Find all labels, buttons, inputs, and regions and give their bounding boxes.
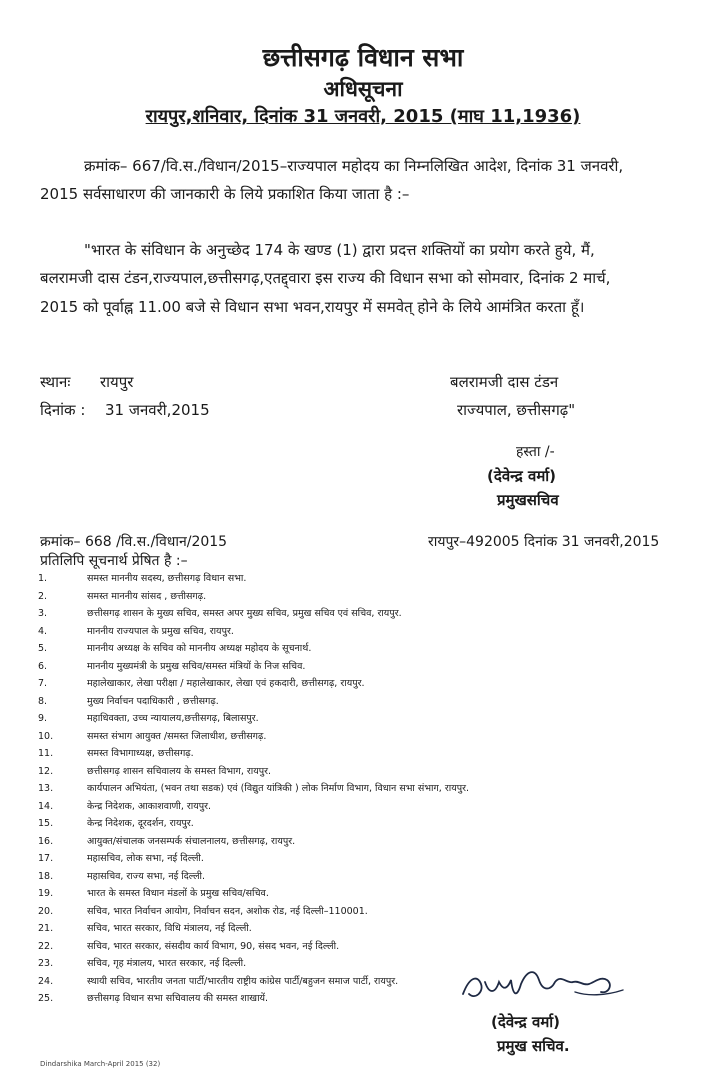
list-item (38, 710, 598, 728)
list-item (38, 833, 598, 851)
place-label: स्थानः (40, 373, 71, 391)
item-text: महालेखाकार, लेखा परीक्षा / महालेखाकार, लेखा एवं हकदारी, छत्तीसगढ़, रायपुर. (87, 678, 365, 689)
item-number: 16. (38, 835, 54, 847)
list-item (38, 763, 598, 781)
item-text: समस्त विभागाध्यक्ष, छत्तीसगढ़. (87, 748, 194, 759)
item-number: 5. (38, 643, 48, 654)
list-item (38, 588, 598, 606)
item-number: 13. (38, 783, 54, 794)
copy-number: क्रमांक– 668 /वि.स./विधान/2015 (40, 534, 228, 550)
page-title: छत्तीसगढ़ विधान सभा (262, 43, 464, 72)
item-number: 10. (38, 730, 54, 742)
item-number: 15. (38, 818, 54, 829)
order-line-3: 2015 को पूर्वाह्न 11.00 बजे से विधान सभा भवन,रायपुर में समवेत् होने के लिये आमंत्रित करता हूँ। (40, 298, 585, 316)
list-item (38, 780, 598, 798)
item-text: छत्तीसगढ़ शासन सचिवालय के समस्त विभाग, रायपुर. (87, 765, 272, 777)
signed-mark: हस्ता /- (516, 444, 555, 460)
list-item (38, 903, 598, 921)
item-text: महासचिव, राज्य सभा, नई दिल्ली. (87, 870, 206, 882)
copy-heading: प्रतिलिपि सूचनार्थ प्रेषित है :– (40, 553, 188, 569)
item-number: 25. (38, 993, 54, 1004)
list-item (38, 885, 598, 903)
item-number: 23. (38, 958, 54, 969)
item-text: समस्त संभाग आयुक्त /समस्त जिलाधीश, छत्तीसगढ़. (87, 730, 267, 742)
item-text: महासचिव, लोक सभा, नई दिल्ली. (87, 853, 204, 864)
recipient-list (38, 570, 598, 1008)
item-text: आयुक्त/संचालक जनसम्पर्क संचालनालय, छत्तीसगढ़, रायपुर. (87, 835, 296, 847)
place-value: रायपुर (100, 373, 134, 391)
item-text: सचिव, भारत निर्वाचन आयोग, निर्वाचन सदन, अशोक रोड, नई दिल्ली–110001. (87, 905, 368, 917)
item-text: कार्यपालन अभियंता, (भवन तथा सडक) एवं (विद्युत यांत्रिकी ) लोक निर्माण विभाग, विधान सभा संभाग, रायपुर. (87, 783, 470, 794)
footer-note: Dindarshika March-April 2015 (32) (40, 1060, 161, 1068)
item-text: समस्त माननीय सदस्य, छत्तीसगढ़ विधान सभा. (87, 573, 247, 584)
item-text: सचिव, भारत सरकार, विधि मंत्रालय, नई दिल्ली. (87, 923, 252, 934)
item-text: छत्तीसगढ़ शासन के मुख्य सचिव, समस्त अपर मुख्य सचिव, प्रमुख सचिव एवं सचिव, रायपुर. (87, 608, 402, 619)
list-item (38, 675, 598, 693)
order-line-2: बलरामजी दास टंडन,राज्यपाल,छत्तीसगढ़,एतद्द्वारा इस राज्य की विधान सभा को सोमवार, दिनांक 2 मार्च, (40, 269, 611, 287)
item-number: 18. (38, 870, 54, 882)
item-text: केन्द्र निदेशक, दूरदर्शन, रायपुर. (87, 818, 194, 829)
item-text: समस्त माननीय सांसद , छत्तीसगढ़. (87, 590, 207, 602)
item-text: केन्द्र निदेशक, आकाशवाणी, रायपुर. (87, 800, 212, 812)
list-item (38, 693, 598, 711)
dateline: रायपुर,शनिवार, दिनांक 31 जनवरी, 2015 (माघ 11,1936) (145, 106, 581, 127)
item-text: माननीय मुख्यमंत्री के प्रमुख सचिव/समस्त मंत्रियों के निज सचिव. (87, 660, 306, 672)
date-value: 31 जनवरी,2015 (105, 401, 210, 419)
item-number: 3. (38, 608, 48, 619)
item-number: 20. (38, 905, 54, 917)
list-item (38, 658, 598, 676)
intro-line-2: 2015 सर्वसाधारण की जानकारी के लिये प्रकाशित किया जाता है :– (40, 185, 410, 203)
handwritten-signature (455, 960, 635, 1010)
signatory-name-1: (देवेन्द्र वर्मा) (487, 467, 557, 485)
item-text: सचिव, गृह मंत्रालय, भारत सरकार, नई दिल्ली. (87, 958, 247, 969)
list-item (38, 798, 598, 816)
item-text: मुख्य निर्वाचन पदाधिकारी , छत्तीसगढ़. (87, 695, 219, 707)
intro-line-1: क्रमांक– 667/वि.स./विधान/2015–राज्यपाल महोदय का निम्नलिखित आदेश, दिनांक 31 जनवरी, (84, 157, 624, 175)
item-number: 1. (38, 573, 48, 584)
list-item (38, 745, 598, 763)
item-number: 7. (38, 678, 48, 689)
list-item (38, 728, 598, 746)
item-number: 6. (38, 660, 48, 672)
list-item (38, 640, 598, 658)
signatory-name-2: (देवेन्द्र वर्मा) (491, 1013, 561, 1031)
item-text: छत्तीसगढ़ विधान सभा सचिवालय की समस्त शाखायें. (87, 993, 269, 1004)
item-number: 19. (38, 888, 54, 899)
signatory-designation-2: प्रमुख सचिव. (497, 1037, 570, 1055)
item-text: स्थायी सचिव, भारतीय जनता पार्टी/भारतीय राष्ट्रीय कांग्रेस पार्टी/बहुजन समाज पार्टी, रायपुर. (87, 975, 399, 987)
signatory-designation-1: प्रमुखसचिव (497, 491, 559, 509)
item-text: महाधिवक्ता, उच्च न्यायालय,छत्तीसगढ़, बिलासपुर. (87, 713, 259, 724)
date-label: दिनांक : (40, 401, 86, 419)
list-item (38, 623, 598, 641)
governor-name: बलरामजी दास टंडन (450, 373, 559, 391)
item-number: 2. (38, 590, 48, 602)
item-text: सचिव, भारत सरकार, संसदीय कार्य विभाग, 90, संसद भवन, नई दिल्ली. (87, 940, 340, 952)
list-item (38, 938, 598, 956)
item-number: 17. (38, 853, 54, 864)
copy-date: रायपुर–492005 दिनांक 31 जनवरी,2015 (428, 534, 660, 550)
notification-heading: अधिसूचना (323, 77, 403, 101)
item-text: भारत के समस्त विधान मंडलों के प्रमुख सचिव/सचिव. (87, 888, 269, 899)
item-text: माननीय राज्यपाल के प्रमुख सचिव, रायपुर. (87, 625, 234, 637)
item-number: 8. (38, 695, 48, 707)
item-number: 12. (38, 765, 54, 777)
list-item (38, 920, 598, 938)
item-number: 22. (38, 940, 54, 952)
item-number: 21. (38, 923, 54, 934)
item-text: माननीय अध्यक्ष के सचिव को माननीय अध्यक्ष महोदय के सूचनार्थ. (87, 643, 312, 654)
list-item (38, 815, 598, 833)
item-number: 24. (38, 975, 54, 987)
governor-designation: राज्यपाल, छत्तीसगढ़" (457, 401, 576, 419)
item-number: 14. (38, 800, 54, 812)
order-line-1: "भारत के संविधान के अनुच्छेद 174 के खण्ड (1) द्वारा प्रदत्त शक्तियों का प्रयोग करते हुये, मैं, (84, 241, 595, 259)
item-number: 11. (38, 748, 54, 759)
list-item (38, 605, 598, 623)
item-number: 4. (38, 625, 48, 637)
item-number: 9. (38, 713, 48, 724)
list-item (38, 570, 598, 588)
list-item (38, 850, 598, 868)
list-item (38, 868, 598, 886)
